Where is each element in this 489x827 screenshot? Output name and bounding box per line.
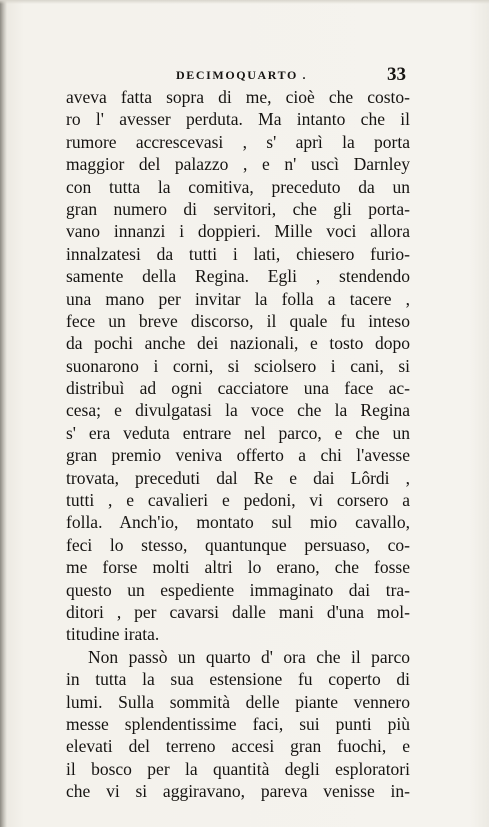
text-line: elevati del terreno accesi gran fuochi, e [66, 736, 410, 757]
text-line: con tutta la comitiva, preceduto da un [66, 176, 410, 197]
text-line: fece un breve discorso, il quale fu inteso [66, 310, 410, 331]
text-line: gran premio veniva offerto a chi l'avesse [66, 445, 410, 466]
paragraph-2 [66, 646, 410, 803]
text-line: ro l' avesser perduta. Ma intanto che il [66, 109, 410, 130]
text-line: messe splendentissime faci, sui punti più [66, 713, 410, 734]
text-line: una mano per invitar la folla a tacere , [66, 288, 410, 309]
text-line: innalzatesi da tutti i lati, chiesero furio- [66, 243, 410, 264]
text-line: da pochi anche dei nazionali, e tosto dopo [66, 333, 410, 354]
text-line: cesa; e divulgatasi la voce che la Regina [66, 400, 410, 421]
text-line: gran numero di servitori, che gli porta- [66, 198, 410, 219]
text-line: samente della Regina. Egli , stendendo [66, 266, 410, 287]
text-line: rumore accrescevasi , s' aprì la porta [66, 131, 410, 152]
page-top-edge [0, 0, 489, 4]
paragraph-1 [66, 86, 410, 646]
binding-shadow [0, 0, 7, 827]
text-line: me forse molti altri lo erano, che fosse [66, 557, 410, 578]
running-head: DECIMOQUARTO . [176, 68, 308, 82]
page-number: 33 [387, 64, 406, 85]
text-line: Non passò un quarto d' ora che il parco [88, 646, 410, 667]
text-line: lumi. Sulla sommità delle piante vennero [66, 691, 410, 712]
text-line: trovata, preceduti dal Re e dai Lôrdi , [66, 467, 410, 488]
text-line: il bosco per la quantità degli esploratori [66, 758, 410, 779]
text-line: maggior del palazzo , e n' uscì Darnley [66, 154, 410, 175]
text-line: vano innanzi i doppieri. Mille voci allora [66, 221, 410, 242]
text-line: feci lo stesso, quantunque persuaso, co- [66, 534, 410, 555]
text-line: aveva fatta sopra di me, cioè che costo- [66, 87, 410, 107]
text-line: s' era veduta entrare nel parco, e che un [66, 422, 410, 443]
text-line: che vi si aggiravano, pareva venisse in- [66, 781, 410, 802]
text-line: folla. Anch'io, montato sul mio cavallo, [66, 512, 410, 533]
text-line: in tutta la sua estensione fu coperto di [66, 669, 410, 690]
body-text [66, 86, 410, 803]
text-line: titudine irata. [66, 624, 160, 645]
text-line: tutti , e cavalieri e pedoni, vi corsero a [66, 490, 410, 511]
text-line: ditori , per cavarsi dalle mani d'una mol- [66, 601, 410, 622]
text-line: questo un espediente immaginato dai tra- [66, 579, 410, 600]
text-line: suonarono i corni, si sciolsero i cani, si [66, 355, 410, 376]
text-line: distribuì ad ogni cacciatore una face ac- [66, 378, 410, 399]
